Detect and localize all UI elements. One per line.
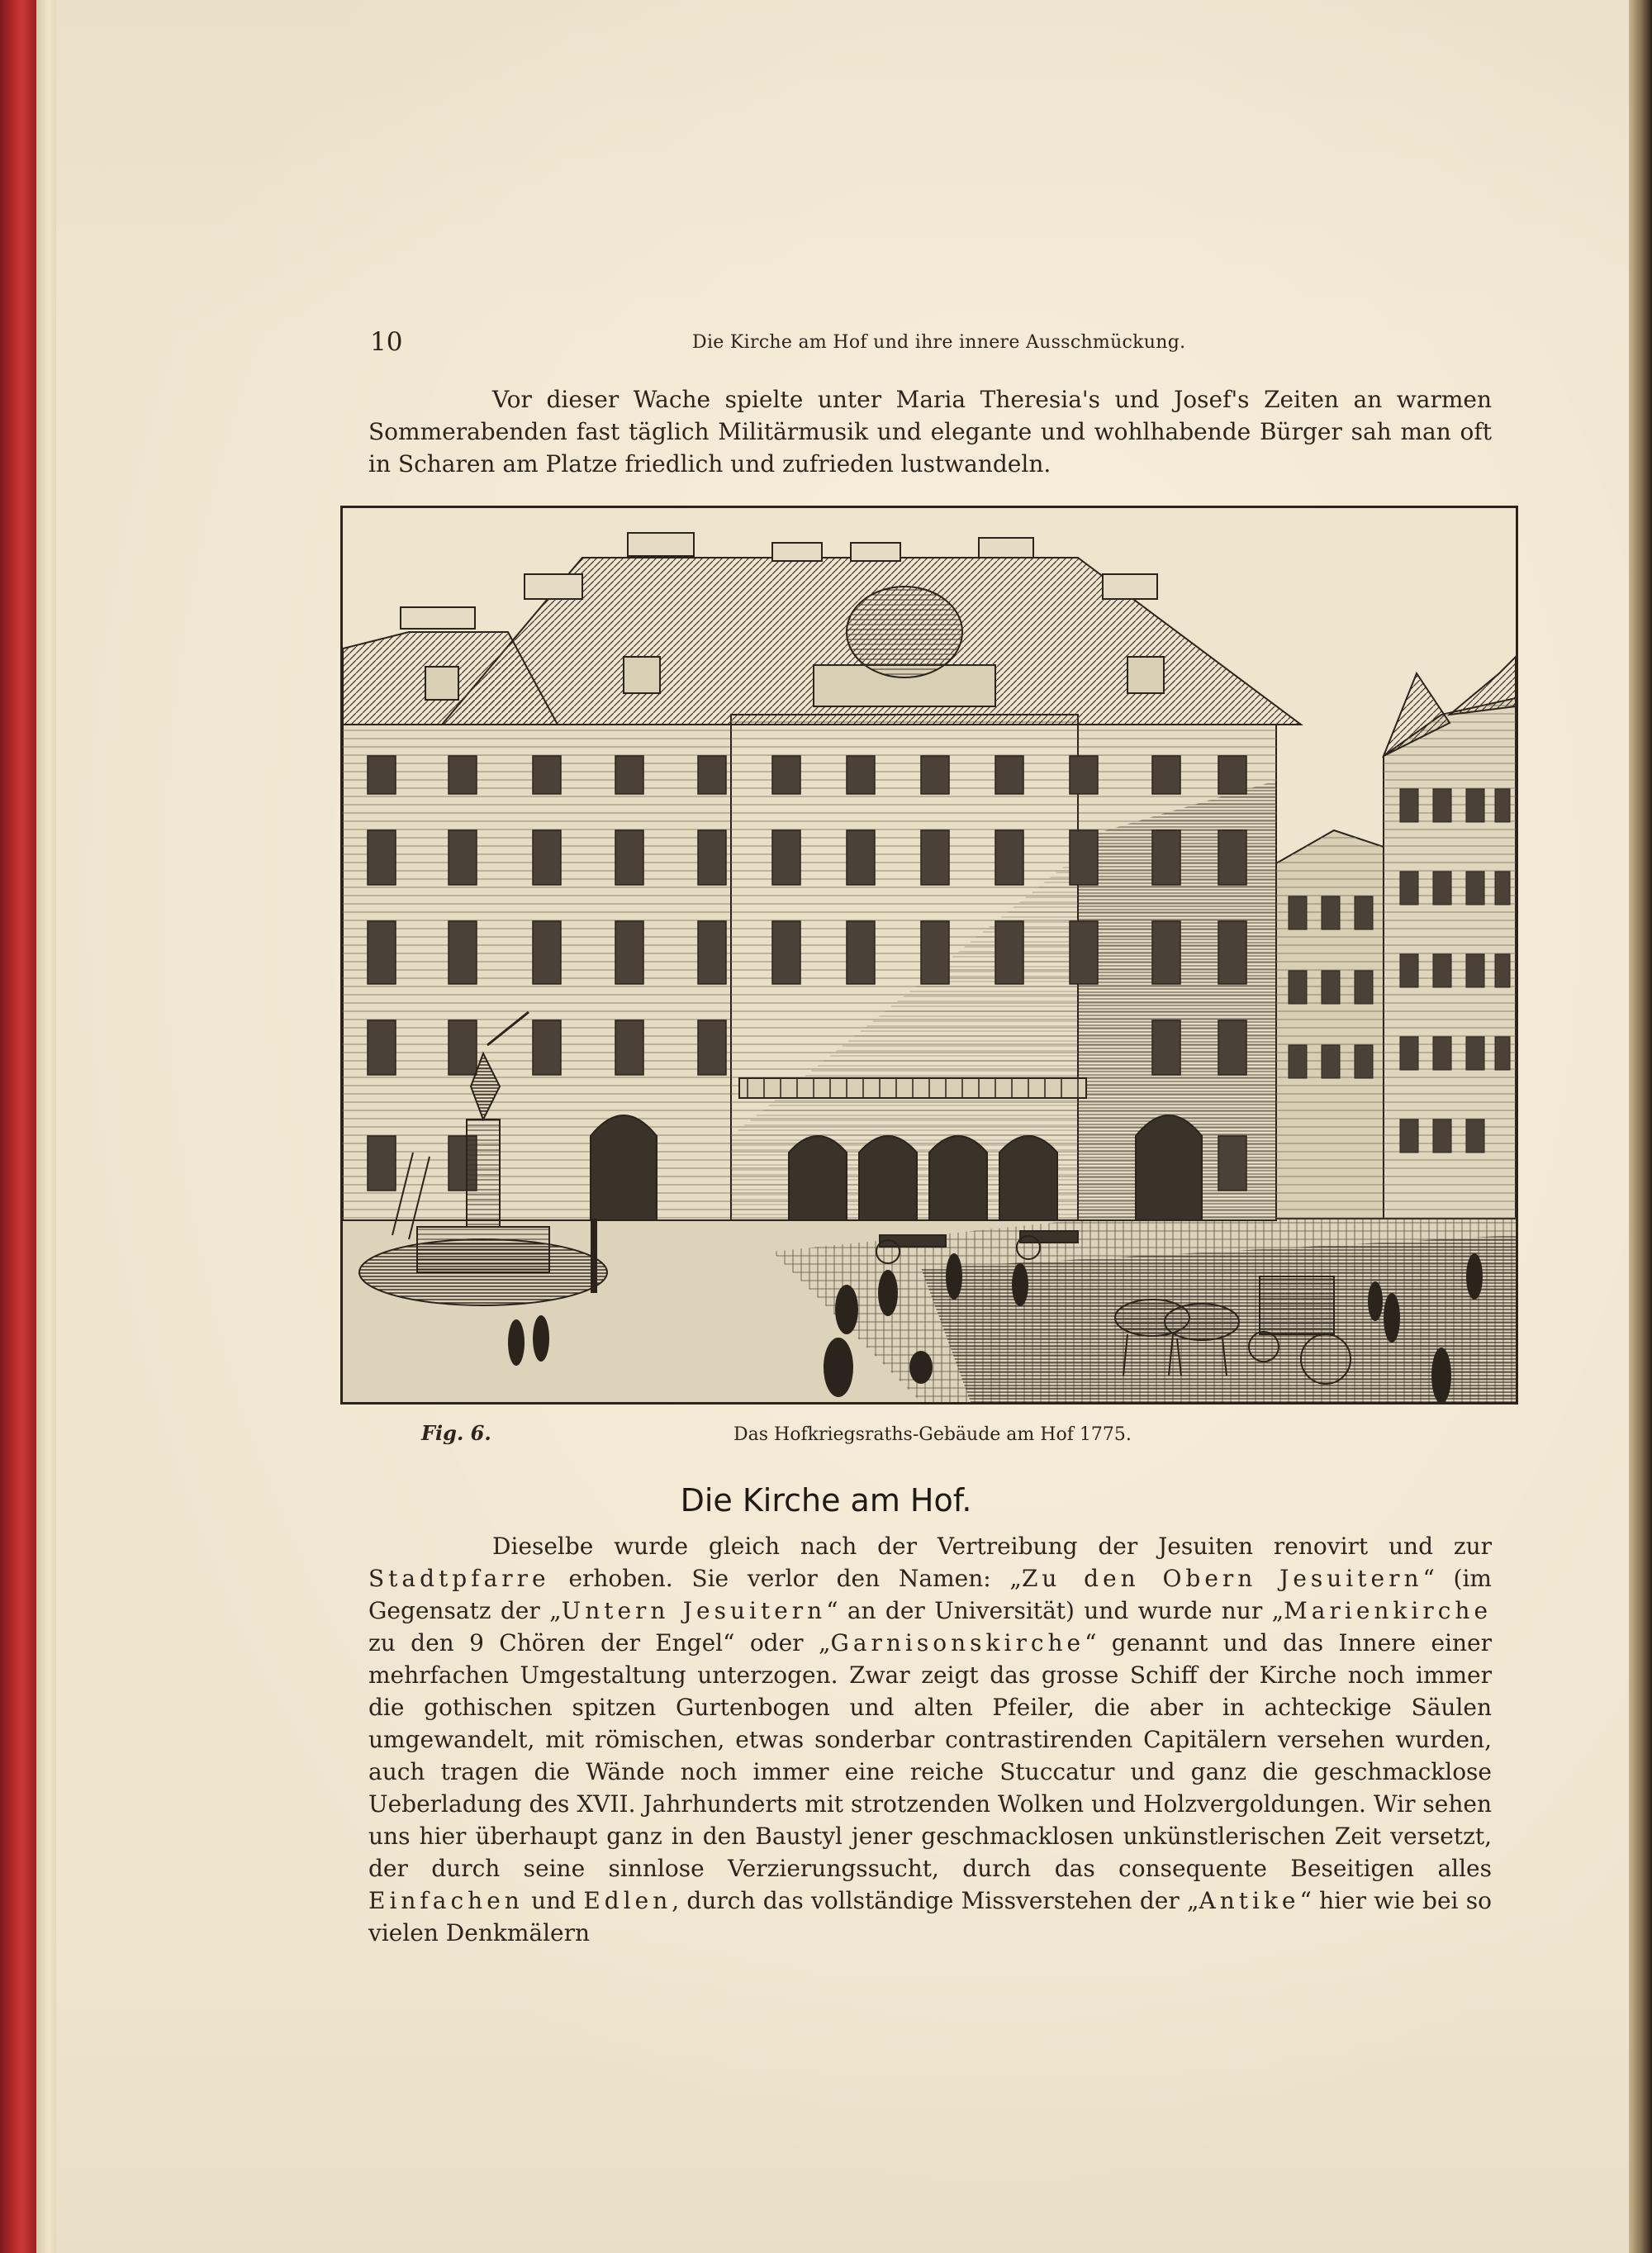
section-text-part: zu den 9 Chören der Engel“ oder „ <box>368 1629 831 1656</box>
section-text-part: “ hier wie bei so vielen Denkmälern <box>368 1887 1492 1946</box>
section-text-part: Stadtpfarre <box>368 1565 550 1592</box>
engraving-illustration <box>343 508 1516 1402</box>
section-text-part: Marienkirche <box>1284 1597 1493 1624</box>
section-text-part: erhoben. Sie verlor den Namen: „ <box>549 1565 1022 1592</box>
book-binding <box>0 0 36 2253</box>
section-text-part: “ (im Gegensatz der „ <box>368 1565 1492 1624</box>
intro-paragraph <box>368 383 1492 480</box>
section-heading: Die Kirche am Hof. <box>680 1482 972 1519</box>
page-number: 10 <box>370 327 403 357</box>
engraving-figure <box>340 506 1518 1405</box>
section-text-part: Einfachen <box>368 1887 524 1914</box>
section-text-part: Untern Jesuitern <box>561 1597 827 1624</box>
page-gutter <box>36 0 56 2253</box>
page-edge <box>1629 0 1652 2253</box>
figure-label: Fig. 6. <box>421 1421 491 1445</box>
section-text-part: Antike <box>1199 1887 1300 1914</box>
page-header <box>370 327 1510 360</box>
figure-caption: Das Hofkriegsraths-Gebäude am Hof 1775. <box>733 1424 1132 1445</box>
section-text-part: und <box>523 1887 584 1914</box>
section-text-part: Zu den Obern Jesuitern <box>1021 1565 1423 1592</box>
section-paragraph-text <box>368 1533 1492 1946</box>
running-title: Die Kirche am Hof und ihre innere Ausschmückung. <box>692 332 1186 353</box>
section-text-part: “ genannt und das Innere einer mehrfachen Umgestaltung unterzogen. Zwar zeigt das grosse Schiff der Kirche noch immer die gothischen spitzen Gurtenbogen und alten Pfeiler, die aber in achteckige Säulen umgewandelt, mit römischen, etwas sonderbar contrastirenden Capitälern versehen wurden, auch tragen die Wände noch immer eine reiche Stuccatur und ganz die geschmacklose Ueberladung des XVII. Jahrhunderts mit strotzenden Wolken und Holzvergoldungen. Wir sehen uns hier überhaupt ganz in den Baustyl jener geschmacklosen unkünstlerischen Zeit versetzt, der durch seine sinnlose Verzierungssucht, durch das consequente Beseitigen alles <box>368 1629 1493 1882</box>
section-text-part: Garnisonskirche <box>830 1629 1085 1656</box>
section-text-part: Edlen <box>583 1887 672 1914</box>
section-text-part: “ an der Universität) und wurde nur „ <box>826 1597 1284 1624</box>
intro-paragraph-text: Vor dieser Wache spielte unter Maria Theresia's und Josef's Zeiten an warmen Sommerabenden fast täglich Militärmusik und elegante und wohlhabende Bürger sah man oft in Scharen am Platze friedlich und zufrieden lustwandeln. <box>368 386 1492 478</box>
section-text-part: Dieselbe wurde gleich nach der Vertreibung der Jesuiten renovirt und zur <box>492 1533 1492 1560</box>
section-text-part: , durch das vollständige Missverstehen der „ <box>672 1887 1199 1914</box>
section-paragraph <box>368 1530 1492 1949</box>
